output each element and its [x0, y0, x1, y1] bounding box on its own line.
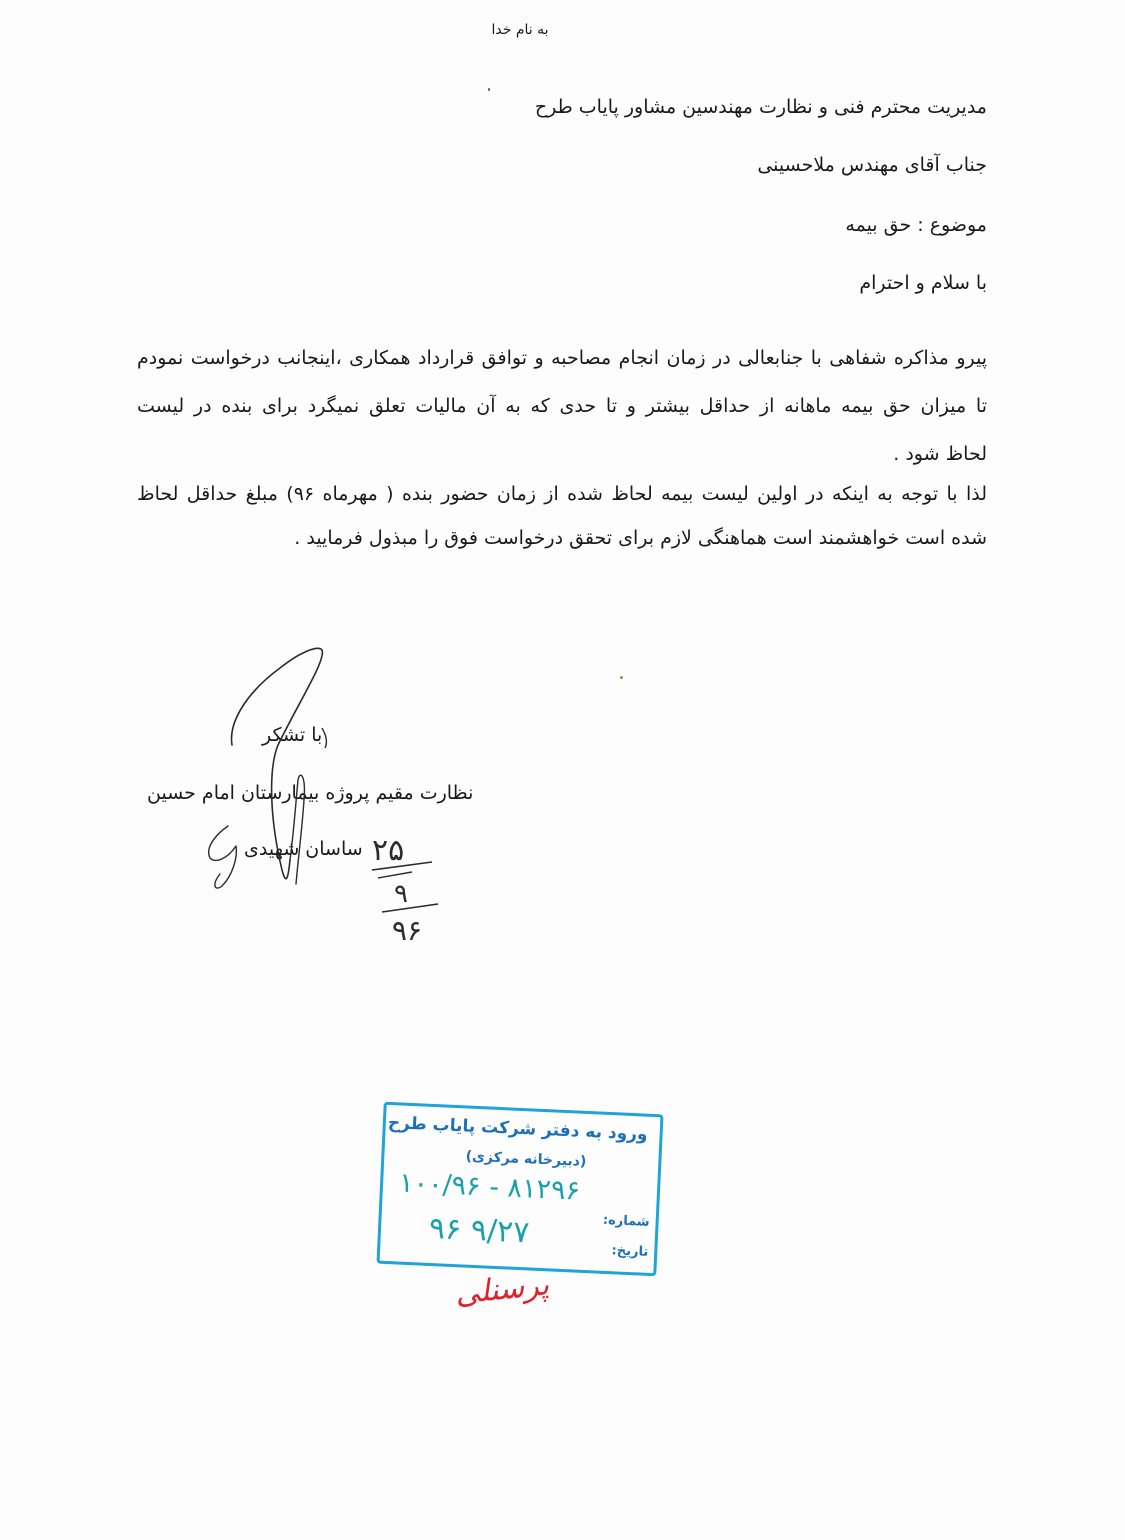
paragraph-request-line-1: پیرو مذاکره شفاهی با جنابعالی در زمان انجام مصاحبه و توافق قرارداد همکاری ،اینجانب درخواست نمودم: [137, 347, 987, 369]
stamp-number-value: ۱۰۰/۹۶ - ۸۱۲۹۶: [398, 1167, 581, 1207]
stamp-subtitle: (دبیرخانه مرکزی): [465, 1148, 587, 1170]
paragraph-request-line-2: تا میزان حق بیمه ماهانه از حداقل بیشتر و تا حدی که به آن مالیات تعلق نمیگرد برای بنده در لیست: [137, 395, 987, 417]
handwritten-red-note: پرسنلی: [453, 1267, 551, 1312]
paragraph-followup: [137, 472, 987, 560]
subject-line: موضوع : حق بیمه: [845, 214, 987, 236]
scan-speck: [488, 88, 490, 91]
signatory-name: ساسان شهیدی: [244, 838, 363, 860]
paragraph-followup-line-1: لذا با توجه به اینکه در اولین لیست بیمه لحاظ شده از زمان حضور بنده ( مهرماه ۹۶) مبلغ حداقل لحاظ: [137, 483, 987, 505]
basmala-heading: به نام خدا: [491, 22, 549, 38]
receipt-stamp: [376, 1102, 663, 1277]
stamp-date-label: تاریخ:: [611, 1243, 649, 1260]
paragraph-followup-line-2: شده است خواهشمند است هماهنگی لازم برای تحقق درخواست فوق را مبذول فرمایید .: [294, 527, 987, 549]
paragraph-request: [137, 334, 987, 478]
handwritten-date-year: ۹۶: [392, 914, 423, 947]
stamp-title: ورود به دفتر شرکت پایاب طرح: [387, 1112, 649, 1145]
greeting-line: با سلام و احترام: [859, 272, 987, 294]
scan-speck: [620, 676, 623, 679]
recipient-line-1: مدیریت محترم فنی و نظارت مهندسین مشاور پایاب طرح: [534, 96, 987, 118]
signatory-title: نظارت مقیم پروژه بیمارستان امام حسین: [147, 782, 474, 804]
recipient-line-2: جناب آقای مهندس ملاحسینی: [757, 154, 987, 176]
stamp-date-value: ۹۶ ۹/۲۷: [428, 1210, 531, 1251]
stamp-number-label: شماره:: [602, 1212, 650, 1230]
closing-thanks: با تشکر: [262, 724, 323, 746]
handwritten-date-month: ۹: [394, 879, 408, 909]
paragraph-request-line-3: لحاظ شود .: [893, 443, 987, 465]
handwritten-date-day: ۲۵: [372, 833, 405, 868]
